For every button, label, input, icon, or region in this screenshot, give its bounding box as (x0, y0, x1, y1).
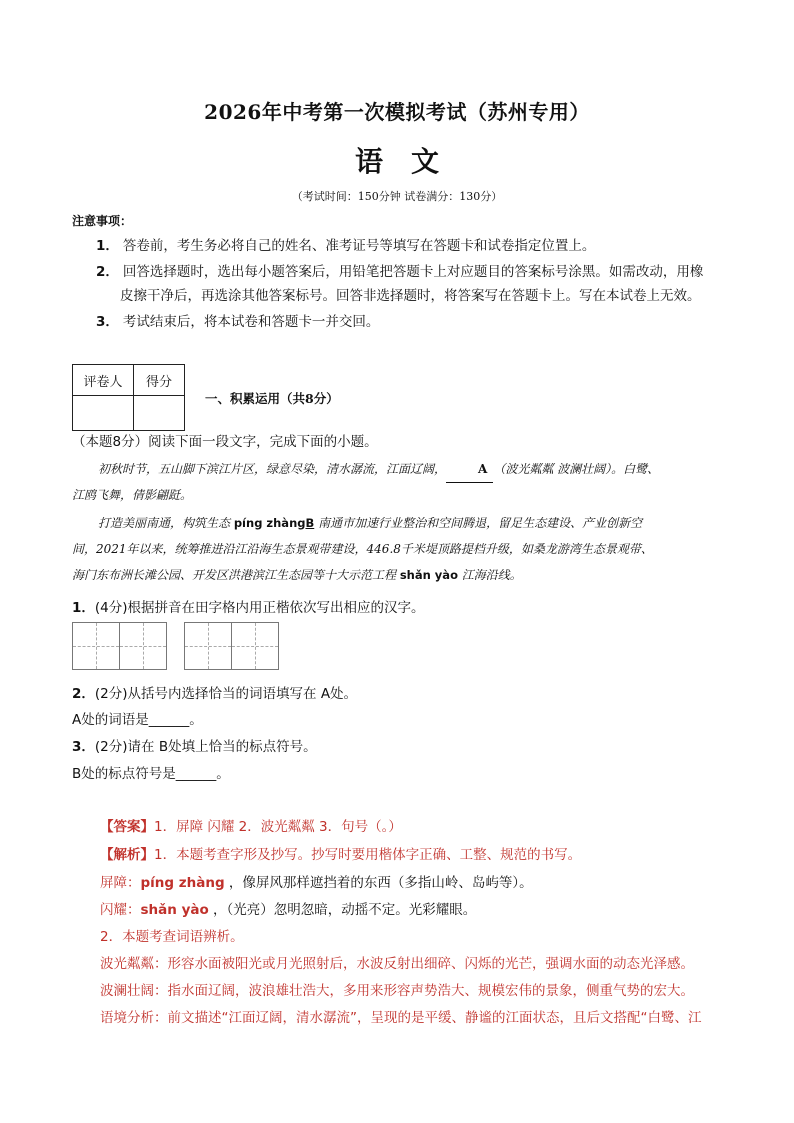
explanation-line-3: 闪耀：shǎn yào ，（光亮）忽明忽暗，动摇不定。光彩耀眼。 (100, 902, 477, 918)
pinyin-pingzhang: píng zhàng (233, 516, 306, 530)
exam-info: （考试时间：150分钟 试卷满分：130分） (291, 190, 503, 203)
passage-paragraph-2: 打造美丽南通，构筑生态 píng zhàngB 南通市加速行业整治和空间腾退，留足生态建设、产业创新空 (98, 516, 643, 530)
blank-b: B (305, 516, 315, 530)
notice-heading: 注意事项： (72, 214, 133, 228)
passage-paragraph-2-line3: 海门东布洲长滩公园、开发区洪港滨江生态园等十大示范工程 shǎn yào 江海沿线。 (72, 568, 522, 582)
passage-paragraph-1: 初秋时节，五山脚下滨江片区，绿意尽染，清水潺流，江面辽阔， A （波光粼粼 波澜壮阔）。白鹭、 (72, 456, 724, 483)
explanation-line-1: 【解析】1．本题考查字形及抄写。抄写时要用楷体字正确、工整、规范的书写。 (100, 847, 582, 863)
question-3: 3．(2分)请在 B处填上恰当的标点符号。 (72, 739, 317, 755)
passage-paragraph-1-line2: 江鸥飞舞，倩影翩跹。 (72, 488, 193, 502)
tianzi-cell[interactable] (72, 622, 120, 670)
explanation-line-6: 波澜壮阔：指水面辽阔，波浪雄壮浩大，多用来形容声势浩大、规模宏伟的景象，侧重气势的宏大。 (100, 983, 694, 999)
tianzi-group-1 (73, 622, 167, 670)
explanation-line-4: 2．本题考查词语辨析。 (100, 929, 244, 945)
pinyin-shanyao: shǎn yào (399, 568, 458, 582)
section-title: 一、积累运用（共8分） (205, 391, 339, 406)
question-3-answer-line: B处的标点符号是______。 (72, 766, 230, 782)
question-intro: （本题8分）阅读下面一段文字，完成下面的小题。 (72, 434, 378, 450)
blank-a: A (446, 456, 493, 483)
explanation-line-7: 语境分析：前文描述“江面辽阔，清水潺流”，呈现的是平缓、静谧的江面状态，且后文搭配“白鹭、江 (100, 1010, 702, 1026)
tianzi-cell[interactable] (184, 622, 232, 670)
grader-cell (73, 396, 134, 431)
tianzi-cell[interactable] (119, 622, 167, 670)
notice-item-2: 2． 回答选择题时，选出每小题答案后，用铅笔把答题卡上对应题目的答案标号涂黑。如需改动，用橡 皮擦干净后，再选涂其他答案标号。回答非选择题时，将答案写在答题卡上。写在本试卷上无效。 (96, 264, 704, 304)
tianzi-group-2 (185, 622, 279, 670)
answer-block: 【答案】1．屏障 闪耀 2．波光粼粼 3．句号（。） (100, 819, 402, 835)
question-2-answer-line: A处的词语是______。 (72, 712, 203, 728)
explanation-line-5: 波光粼粼：形容水面被阳光或月光照射后，水波反射出细碎、闪烁的光芒，强调水面的动态光泽感。 (100, 956, 694, 972)
subject-title: 语文 (354, 145, 467, 178)
tianzi-cell[interactable] (231, 622, 279, 670)
notice-item-1: 1． 答卷前，考生务必将自己的姓名、准考证号等填写在答题卡和试卷指定位置上。 (96, 238, 596, 254)
score-table (72, 364, 185, 431)
passage-paragraph-2-line2: 间，2021年以来，统筹推进沿江沿海生态景观带建设，446.8千米堤顶路提档升级，如桑龙游湾生态景观带、 (72, 542, 653, 556)
explanation-line-2: 屏障：píng zhàng ，像屏风那样遮挡着的东西（多指山岭、岛屿等）。 (100, 875, 533, 891)
score-cell (134, 396, 185, 431)
notice-item-3: 3． 考试结束后，将本试卷和答题卡一并交回。 (96, 314, 380, 330)
page-title: 2026年中考第一次模拟考试（苏州专用） (204, 100, 590, 124)
question-1: 1．(4分)根据拼音在田字格内用正楷依次写出相应的汉字。 (72, 600, 425, 616)
explanation-tag: 【解析】 (100, 847, 154, 863)
answer-tag: 【答案】 (100, 819, 154, 835)
score-header: 得分 (134, 365, 185, 396)
question-2: 2．(2分)从括号内选择恰当的词语填写在 A处。 (72, 686, 358, 702)
grader-header: 评卷人 (73, 365, 134, 396)
